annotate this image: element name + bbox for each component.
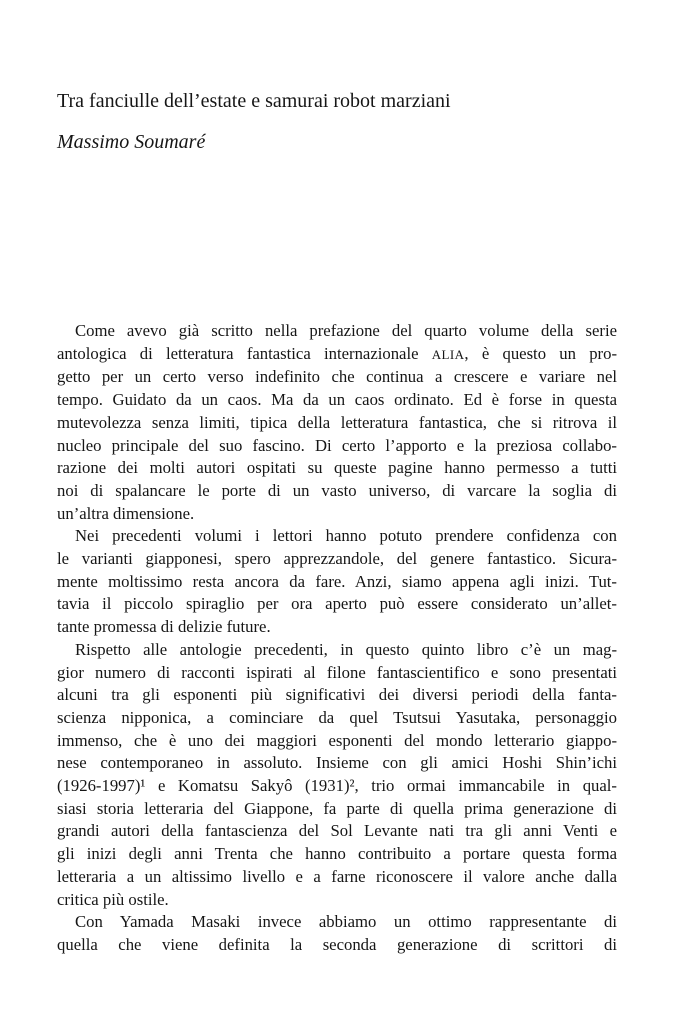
body-line xyxy=(57,343,617,367)
body-line: Con Yamada Masaki invece abbiamo un ottimo rappresentante di xyxy=(75,912,617,932)
body-line: tante promessa di delizie future. xyxy=(57,617,271,637)
body-line: tavia il piccolo spiraglio per ora aperto può essere considerato un’allet- xyxy=(57,594,617,614)
paragraph xyxy=(57,320,617,525)
body-line: nucleo principale del suo fascino. Di certo l’apporto e la preziosa collabo- xyxy=(57,435,617,455)
body-line: scienza nipponica, a cominciare da quel Tsutsui Yasutaka, personaggio xyxy=(57,707,617,727)
body-line: letteraria a un altissimo livello e a farne riconoscere il valore anche dalla xyxy=(57,866,617,886)
body-text xyxy=(57,320,617,957)
body-line: grandi autori della fantascienza del Sol Levante nati tra gli anni Venti e xyxy=(57,821,617,841)
body-line: noi di spalancare le porte di un vasto universo, di varcare la soglia di xyxy=(57,480,617,500)
page-title: Tra fanciulle dell’estate e samurai robot marziani xyxy=(57,90,451,112)
body-line: Nei precedenti volumi i lettori hanno potuto prendere confidenza con xyxy=(75,526,617,546)
body-line: immenso, che è uno dei maggiori esponenti del mondo letterario giappo- xyxy=(57,730,617,750)
body-line: gli inizi degli anni Trenta che hanno contribuito a portare questa forma xyxy=(57,844,617,864)
body-line: quella che viene definita la seconda generazione di scrittori di xyxy=(57,934,617,954)
paragraph xyxy=(57,911,617,956)
body-line: (1926-1997)¹ e Komatsu Sakyô (1931)², trio ormai immancabile in qual- xyxy=(57,776,617,796)
body-line: razione dei molti autori ospitati su queste pagine hanno permesso a tutti xyxy=(57,458,617,478)
body-line: un’altra dimensione. xyxy=(57,503,195,523)
series-name: ALIA xyxy=(431,346,465,362)
body-line: Come avevo già scritto nella prefazione del quarto volume della serie xyxy=(75,321,617,340)
body-line: tempo. Guidato da un caos. Ma da un caos ordinato. Ed è forse in questa xyxy=(57,390,617,410)
body-line: nese contemporaneo in assoluto. Insieme con gli amici Hoshi Shin’ichi xyxy=(57,753,617,773)
paragraph xyxy=(57,639,617,911)
body-line: mutevolezza senza limiti, tipica della letteratura fantastica, che si ritrova il xyxy=(57,412,617,432)
line-segment: antologica di letteratura fantastica internazionale xyxy=(57,343,432,363)
line-segment: , è questo un pro- xyxy=(464,343,617,363)
paragraph xyxy=(57,525,617,639)
body-line: Rispetto alle antologie precedenti, in questo quinto libro c’è un mag- xyxy=(75,639,617,659)
body-line: critica più ostile. xyxy=(57,889,169,909)
author-name: Massimo Soumaré xyxy=(57,131,206,153)
body-line: le varianti giapponesi, spero apprezzandole, del genere fantastico. Sicura- xyxy=(57,549,617,569)
body-line: gior numero di racconti ispirati al filone fantascientifico e sono presentati xyxy=(57,662,617,682)
body-line: mente moltissimo resta ancora da fare. Anzi, siamo appena agli inizi. Tut- xyxy=(57,571,617,591)
body-line: getto per un certo verso indefinito che continua a crescere e variare nel xyxy=(57,367,617,387)
body-line: alcuni tra gli esponenti più significativi dei diversi periodi della fanta- xyxy=(57,685,617,705)
body-line: siasi storia letteraria del Giappone, fa parte di quella prima generazione di xyxy=(57,798,617,818)
